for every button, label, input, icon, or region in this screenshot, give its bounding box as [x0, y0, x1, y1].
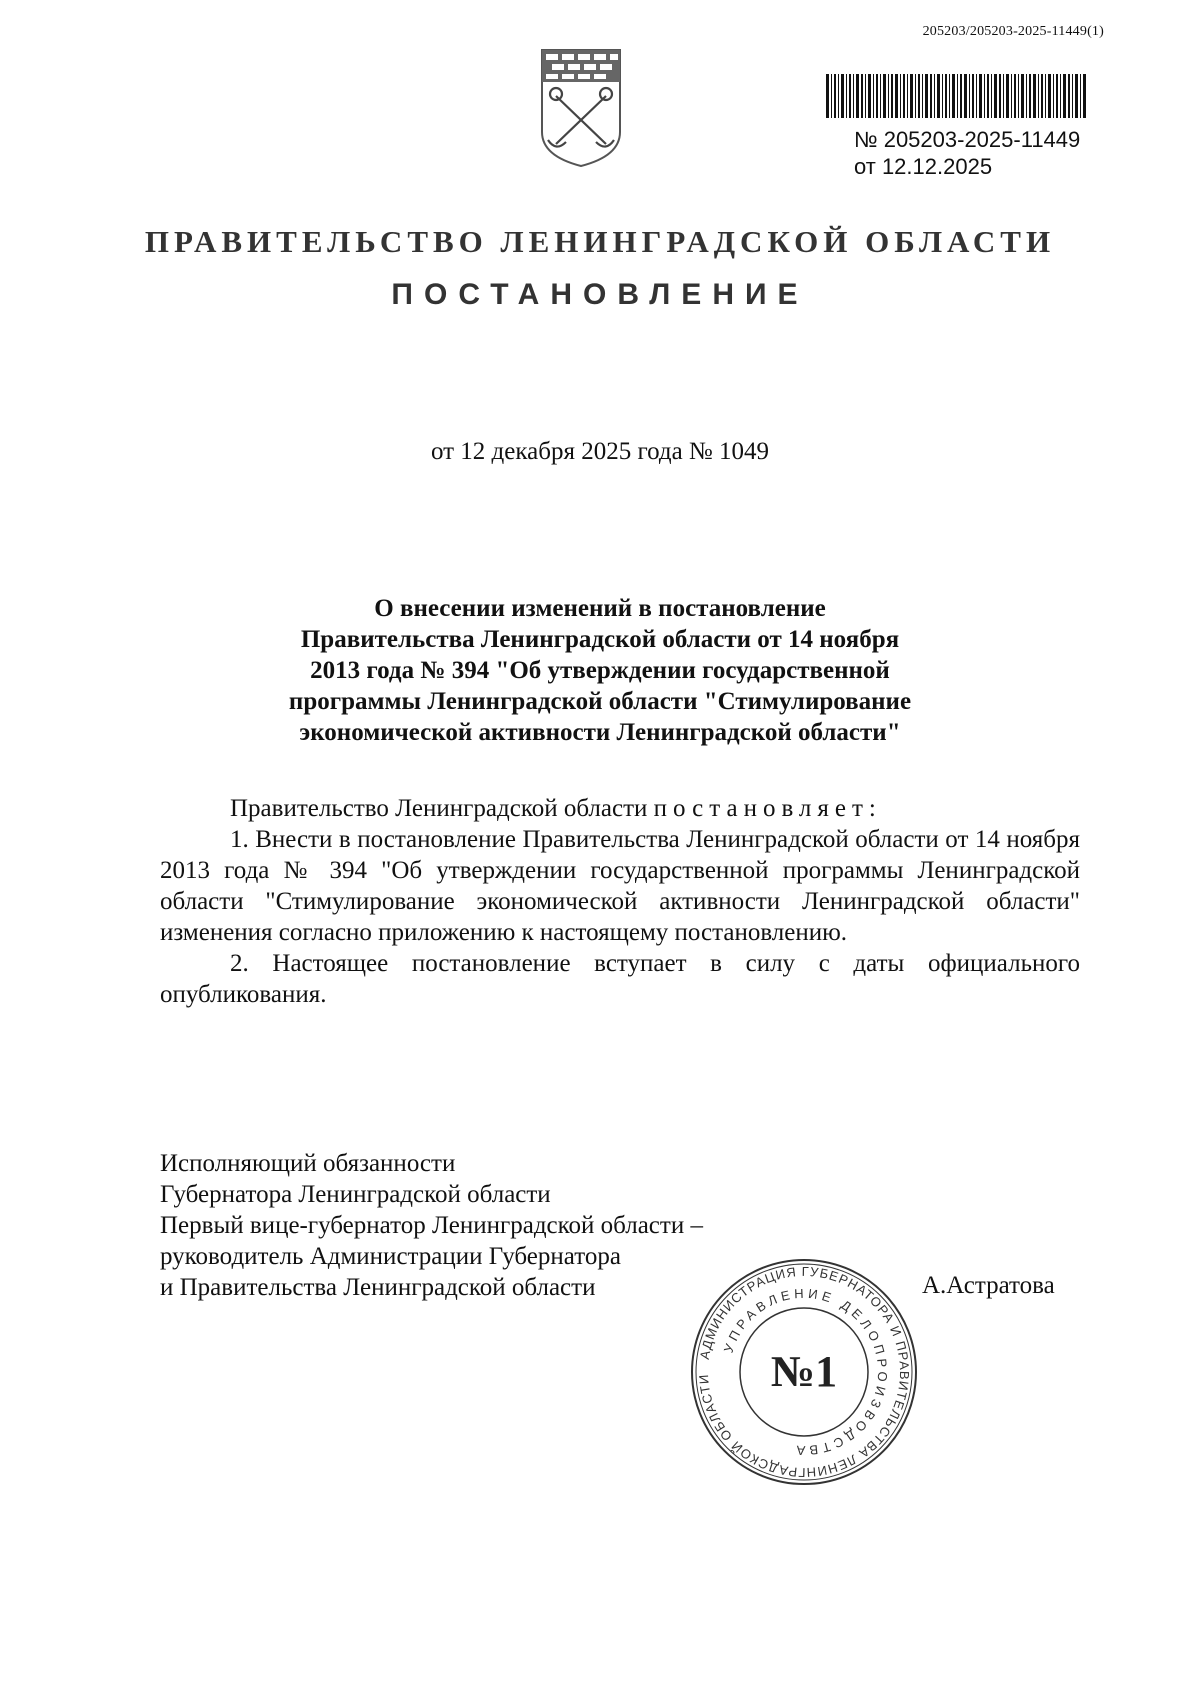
round-seal-stamp	[684, 1252, 924, 1492]
signer-line: и Правительства Ленинградской области	[160, 1274, 596, 1301]
signer-line: Губернатора Ленинградской области	[160, 1181, 551, 1208]
registration-number: № 205203-2025-11449	[854, 127, 1081, 152]
organization-heading: ПРАВИТЕЛЬСТВО ЛЕНИНГРАДСКОЙ ОБЛАСТИ	[144, 224, 1056, 259]
signer-name: А.Астратова	[922, 1272, 1055, 1299]
intro-paragraph	[160, 793, 1080, 824]
seal-outer-text: АДМИНИСТРАЦИЯ ГУБЕРНАТОРА И ПРАВИТЕЛЬСТВА ЛЕНИНГРАДСКОЙ ОБЛАСТИ	[695, 1263, 913, 1481]
title-line: О внесении изменений в постановление	[374, 595, 826, 622]
document-id: 205203/205203-2025-11449(1)	[922, 24, 1104, 39]
resolution-title	[160, 593, 1040, 748]
signer-line: Первый вице-губернатор Ленинградской области –	[160, 1212, 703, 1239]
seal-center-text: №1	[770, 1347, 838, 1396]
barcode-icon	[826, 74, 1086, 118]
resolution-body	[160, 793, 1080, 1010]
title-line: экономической активности Ленинградской области"	[299, 719, 901, 746]
registration-block	[854, 126, 1080, 180]
document-type-heading: ПОСТАНОВЛЕНИЕ	[391, 278, 809, 311]
resolution-date-number: от 12 декабря 2025 года № 1049	[430, 438, 770, 465]
signer-line: руководитель Администрации Губернатора	[160, 1243, 621, 1270]
intro-resolves: постановляет:	[653, 795, 882, 822]
intro-prefix: Правительство Ленинградской области	[230, 795, 654, 822]
seal-inner-text: УПРАВЛЕНИЕ ДЕЛОПРОИЗВОДСТВА	[720, 1285, 891, 1459]
paragraph-1: 1. Внести в постановление Правительства Ленинградской области от 14 ноября 2013 года № 394 "Об утверждении государственной программы Ленинградской области "Стимулирование экономической активности Ленинградской области" изменения согласно приложению к настоящему постановлению.	[160, 826, 1080, 946]
title-line: программы Ленинградской области "Стимулирование	[288, 688, 912, 715]
coat-of-arms-icon	[536, 44, 626, 174]
signer-line: Исполняющий обязанности	[160, 1150, 456, 1177]
registration-date: от 12.12.2025	[854, 154, 993, 179]
paragraph-2: 2. Настоящее постановление вступает в силу с даты официального опубликования.	[160, 950, 1080, 1008]
signer-block	[160, 1148, 703, 1303]
title-line: 2013 года № 394 "Об утверждении государственной	[310, 657, 890, 684]
title-line: Правительства Ленинградской области от 14 ноября	[300, 626, 900, 653]
